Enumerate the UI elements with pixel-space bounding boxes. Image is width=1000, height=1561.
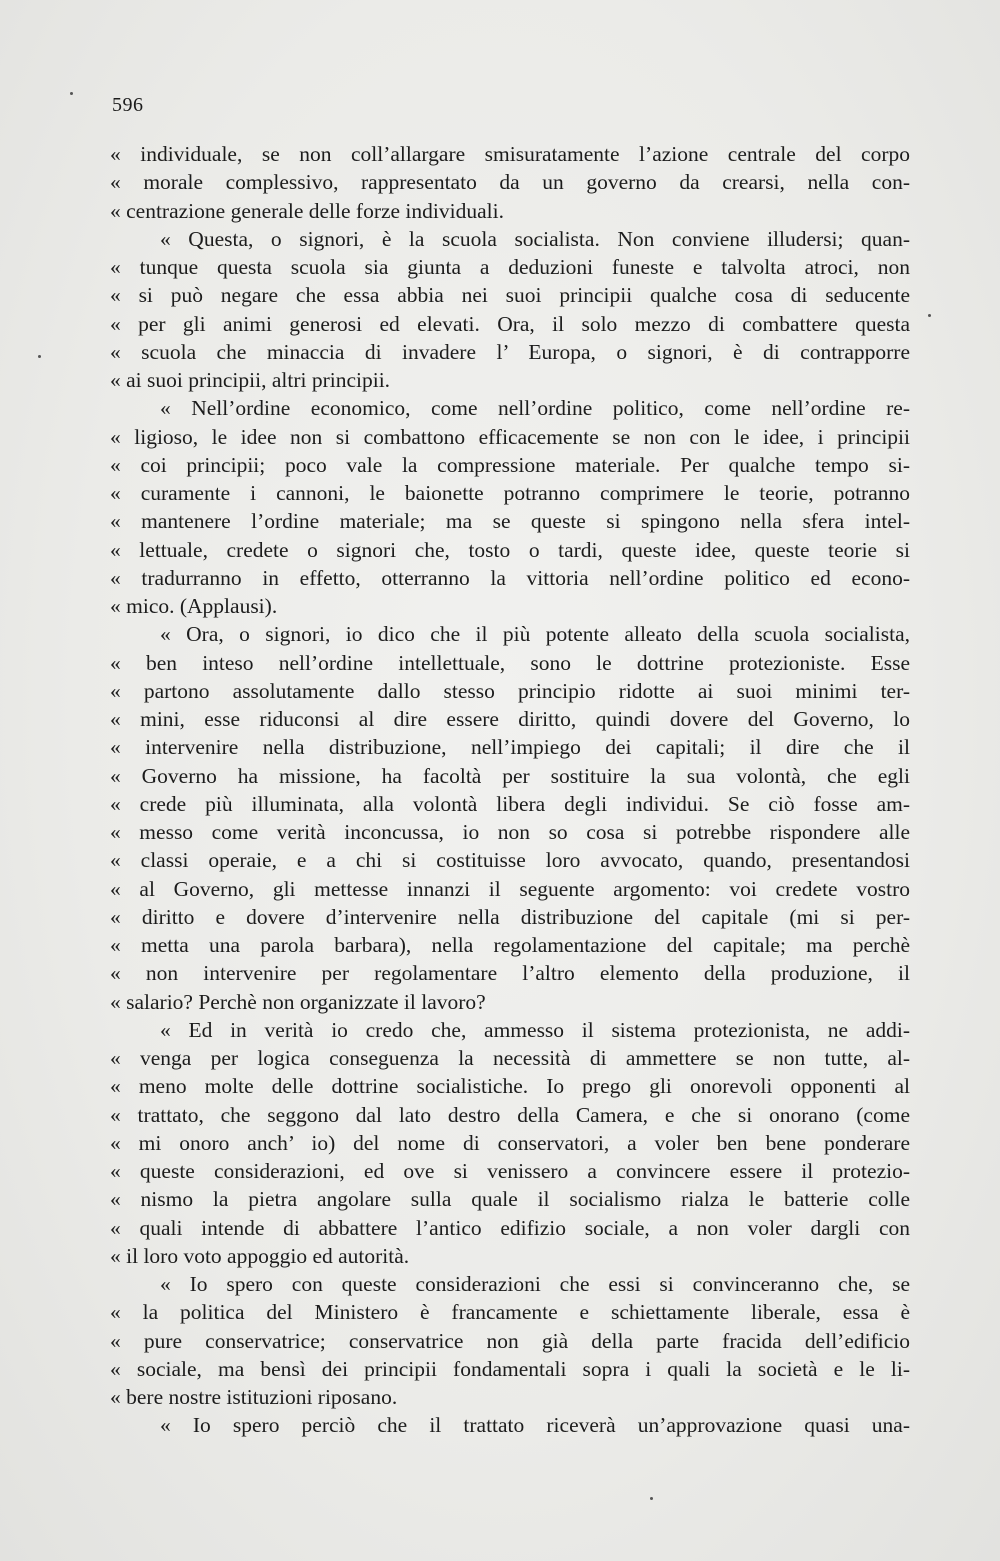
text-line: « Questa, o signori, è la scuola socialista. Non conviene illudersi; quan- (160, 226, 910, 251)
text-line: « sociale, ma bensì dei principii fondamentali sopra i quali la società e le li- (110, 1356, 910, 1381)
text-line: « Io spero perciò che il trattato riceverà un’approvazione quasi una- (160, 1413, 910, 1438)
print-speck (38, 355, 41, 358)
text-line: « mi onoro anch’ io) del nome di conservatori, a voler ben bene ponderare (110, 1130, 910, 1155)
text-line: « curamente i cannoni, le baionette potranno comprimere le teorie, potranno (110, 481, 910, 505)
text-line: « tradurranno in effetto, otterranno la vittoria nell’ordine politico ed econo- (110, 565, 910, 590)
text-line: « partono assolutamente dallo stesso principio ridotte ai suoi minimi ter- (110, 678, 910, 703)
text-line: « Ora, o signori, io dico che il più potente alleato della scuola socialista, (160, 622, 910, 647)
text-line: « si può negare che essa abbia nei suoi principii qualche cosa di seducente (110, 283, 910, 308)
text-line: « ligioso, le idee non si combattono efficacemente se non con le idee, i principii (110, 424, 910, 449)
text-line: « diritto e dovere d’intervenire nella distribuzione del capitale (mi si per- (110, 904, 910, 929)
text-line: « intervenire nella distribuzione, nell’impiego dei capitali; il dire che il (110, 735, 910, 760)
text-line: « Governo ha missione, ha facoltà per sostituire la sua volontà, che egli (110, 763, 910, 788)
text-line: « classi operaie, e a chi si costituisse loro avvocato, quando, presentandosi (110, 848, 910, 873)
text-line: « pure conservatrice; conservatrice non già della parte fracida dell’edificio (110, 1328, 910, 1353)
text-line: « per gli animi generosi ed elevati. Ora, il solo mezzo di combattere questa (110, 311, 910, 336)
text-line: « individuale, se non coll’allargare smisuratamente l’azione centrale del corpo (110, 142, 910, 166)
body-text (110, 140, 910, 1440)
text-line: « messo come verità inconcussa, io non so cosa si potrebbe rispondere alle (110, 820, 910, 844)
text-line: « metta una parola barbara), nella regolamentazione del capitale; ma perchè (110, 933, 910, 957)
page-number: 596 (112, 94, 144, 116)
text-line: « tunque questa scuola sia giunta a deduzioni funeste e talvolta atroci, non (110, 255, 910, 279)
text-line: « meno molte delle dottrine socialistiche. Io prego gli onorevoli opponenti al (110, 1074, 910, 1099)
text-line: « Ed in verità io credo che, ammesso il sistema protezionista, ne addi- (160, 1017, 910, 1042)
text-line: « il loro voto appoggio ed autorità. (110, 1243, 410, 1268)
text-line: « ben inteso nell’ordine intellettuale, sono le dottrine protezioniste. Esse (110, 650, 910, 675)
text-line: « queste considerazioni, ed ove si venissero a convincere essere il protezio- (110, 1159, 910, 1183)
text-line: « quali intende di abbattere l’antico edifizio sociale, a non voler dargli con (110, 1215, 910, 1240)
text-line: « mini, esse riduconsi al dire essere diritto, quindi dovere del Governo, lo (110, 707, 910, 731)
text-line: « la politica del Ministero è francamente e schiettamente liberale, essa è (110, 1300, 910, 1325)
text-line: « crede più illuminata, alla volontà libera degli individui. Se ciò fosse am- (110, 791, 910, 816)
text-line: « bere nostre istituzioni riposano. (110, 1385, 398, 1409)
text-line: « lettuale, credete o signori che, tosto o tardi, queste idee, queste teorie si (110, 537, 910, 562)
print-speck (650, 1497, 653, 1500)
print-speck (70, 92, 73, 95)
text-line: « mico. (Applausi). (110, 594, 278, 618)
text-line: « ai suoi principii, altri principii. (110, 368, 391, 392)
text-line: « venga per logica conseguenza la necessità di ammettere se non tutte, al- (110, 1046, 910, 1070)
text-line: « centrazione generale delle forze individuali. (110, 198, 504, 223)
text-line: « mantenere l’ordine materiale; ma se queste si spingono nella sfera intel- (110, 509, 910, 534)
text-line: « morale complessivo, rappresentato da un governo da crearsi, nella con- (110, 170, 910, 195)
text-line: « Io spero con queste considerazioni che essi si convinceranno che, se (160, 1272, 910, 1296)
text-line: « Nell’ordine economico, come nell’ordine politico, come nell’ordine re- (160, 396, 910, 421)
text-line: « nismo la pietra angolare sulla quale il socialismo rialza le batterie colle (110, 1187, 910, 1212)
text-line: « non intervenire per regolamentare l’altro elemento della produzione, il (110, 961, 910, 986)
print-speck (928, 314, 931, 317)
text-line: « scuola che minaccia di invadere l’ Europa, o signori, è di contrapporre (110, 339, 910, 364)
text-line: « salario? Perchè non organizzate il lavoro? (110, 989, 486, 1014)
text-line: « trattato, che seggono dal lato destro della Camera, e che si onorano (come (110, 1102, 910, 1127)
text-line: « coi principii; poco vale la compressione materiale. Per qualche tempo si- (110, 452, 910, 477)
text-line: « al Governo, gli mettesse innanzi il seguente argomento: voi credete vostro (110, 876, 910, 901)
